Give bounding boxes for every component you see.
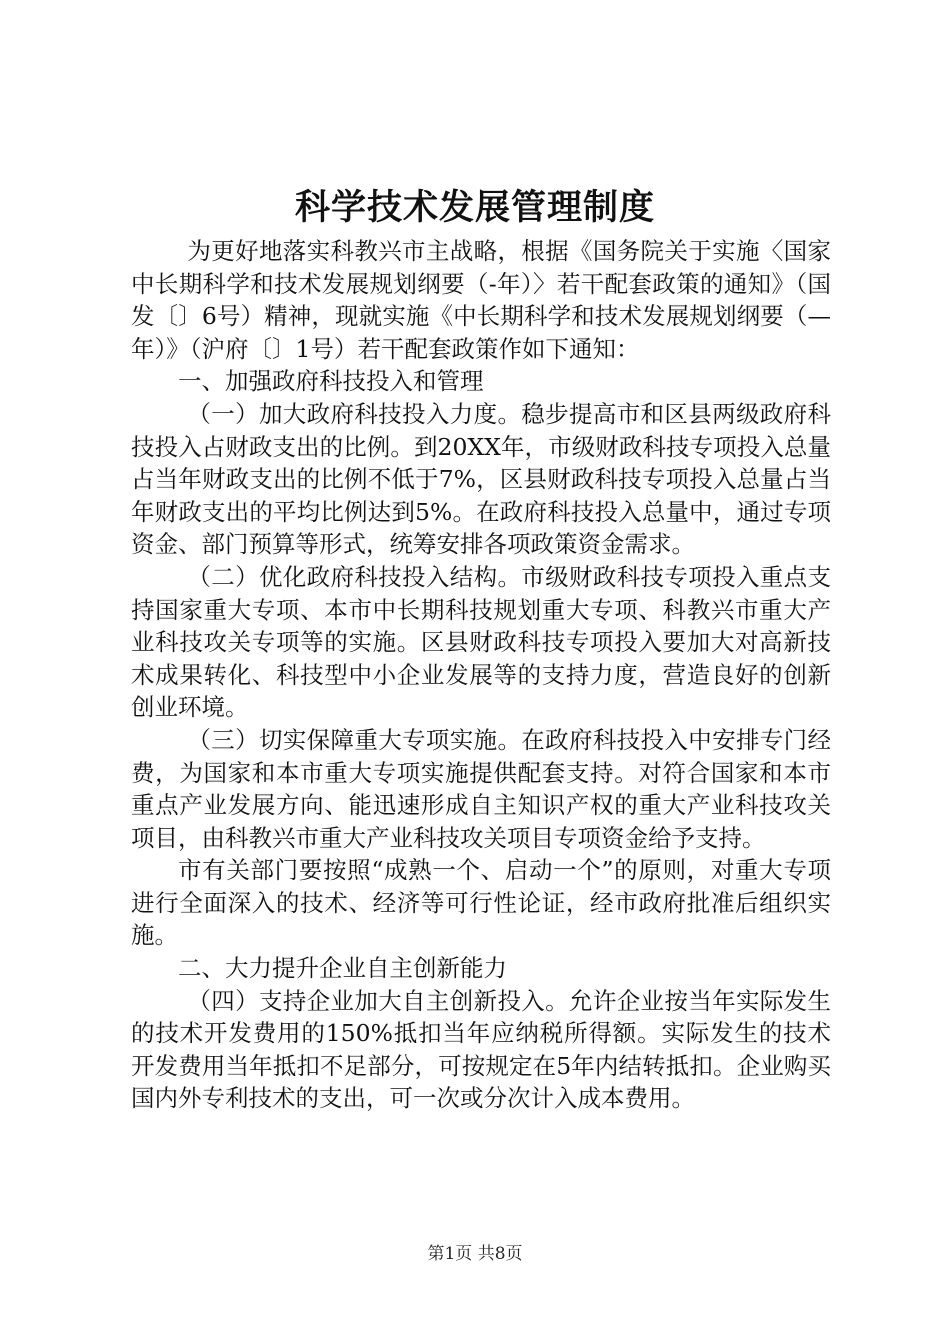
document-title: 科学技术发展管理制度 [294, 187, 655, 228]
clause-paragraph-1: （一）加大政府科技投入力度。稳步提高市和区县两级政府科技投入占财政支出的比例。到20XX年，市级财政科技专项投入总量占当年财政支出的比例不低于7%，区县财政科技专项投入总量占当年财政支出的平均比例达到5%。在政府科技投入总量中，通过专项资金、部门预算等形式，统筹安排各项政策资金需求。 [131, 399, 831, 559]
intro-paragraph: 为更好地落实科教兴市主战略，根据《国务院关于实施〈国家中长期科学和技术发展规划纲要（-年）〉若干配套政策的通知》（国发〔〕6号）精神，现就实施《中长期科学和技术发展规划纲要（—年）》（沪府〔〕1号）若干配套政策作如下通知： [131, 237, 831, 363]
section-heading-1: 一、加强政府科技投入和管理 [178, 367, 484, 396]
note-paragraph: 市有关部门要按照“成熟一个、启动一个”的原则，对重大专项进行全面深入的技术、经济等可行性论证，经市政府批准后组织实施。 [131, 856, 831, 950]
clause-paragraph-2: （二）优化政府科技投入结构。市级财政科技专项投入重点支持国家重大专项、本市中长期科技规划重大专项、科教兴市重大产业科技攻关专项等的实施。区县财政科技专项投入要加大对高新技术成果转化、科技型中小企业发展等的支持力度，营造良好的创新创业环境。 [131, 562, 831, 722]
clause-paragraph-3: （三）切实保障重大专项实施。在政府科技投入中安排专门经费，为国家和本市重大专项实施提供配套支持。对符合国家和本市重点产业发展方向、能迅速形成自主知识产权的重大产业科技攻关项目，由科教兴市重大产业科技攻关项目专项资金给予支持。 [131, 725, 831, 852]
page-footer: 第1页 共8页 [427, 1244, 523, 1264]
clause-paragraph-4: （四）支持企业加大自主创新投入。允许企业按当年实际发生的技术开发费用的150%抵扣当年应纳税所得额。实际发生的技术开发费用当年抵扣不足部分，可按规定在5年内结转抵扣。企业购买国内外专利技术的支出，可一次或分次计入成本费用。 [131, 986, 831, 1113]
document-body [131, 235, 831, 1115]
section-heading-2: 二、大力提升企业自主创新能力 [178, 954, 507, 983]
